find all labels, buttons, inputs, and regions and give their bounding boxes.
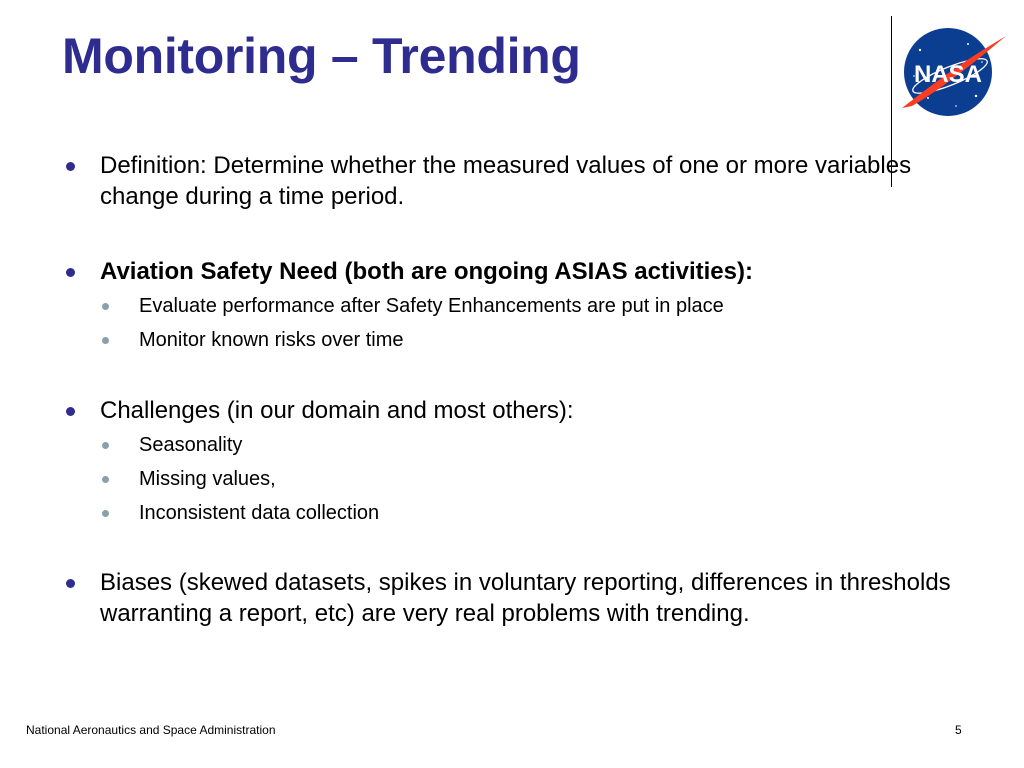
- bullet-dot-icon: [66, 407, 75, 416]
- sub-bullet-text: Seasonality: [139, 434, 243, 456]
- bullet-text: Definition: Determine whether the measured values of one or more variables change during a time period.: [100, 152, 912, 210]
- sub-bullet-dot-icon: [102, 442, 109, 449]
- bullet-definition: [100, 150, 960, 212]
- sub-bullet-dot-icon: [102, 510, 109, 517]
- slide-title: Monitoring – Trending: [62, 28, 581, 84]
- sub-bullet-text: Inconsistent data collection: [139, 502, 380, 524]
- bullet-biases: [100, 567, 960, 629]
- sub-bullet-dot-icon: [102, 476, 109, 483]
- sub-bullet-text: Evaluate performance after Safety Enhancements are put in place: [139, 295, 724, 317]
- bullet-text: Aviation Safety Need (both are ongoing ASIAS activities):: [100, 258, 753, 285]
- bullet-text: Biases (skewed datasets, spikes in voluntary reporting, differences in thresholds warranting a report, etc) are very real problems with trending.: [100, 569, 951, 627]
- sub-bullet-challenges-2: [139, 466, 939, 492]
- nasa-logo-text: NASA: [913, 61, 983, 88]
- bullet-dot-icon: [66, 162, 75, 171]
- sub-bullet-challenges-1: [139, 432, 939, 458]
- sub-bullet-text: Missing values,: [139, 468, 276, 490]
- sub-bullet-dot-icon: [102, 303, 109, 310]
- sub-bullet-need-2: [139, 327, 939, 353]
- bullet-challenges: [100, 395, 960, 426]
- sub-bullet-dot-icon: [102, 337, 109, 344]
- page-number: 5: [955, 723, 962, 737]
- bullet-dot-icon: [66, 579, 75, 588]
- sub-bullet-text: Monitor known risks over time: [139, 329, 404, 351]
- bullet-dot-icon: [66, 268, 75, 277]
- sub-bullet-need-1: [139, 293, 939, 319]
- bullet-text: Challenges (in our domain and most others):: [100, 397, 574, 424]
- sub-bullet-challenges-3: [139, 500, 939, 526]
- bullet-need: [100, 256, 960, 287]
- footer-organization: National Aeronautics and Space Administration: [26, 723, 276, 737]
